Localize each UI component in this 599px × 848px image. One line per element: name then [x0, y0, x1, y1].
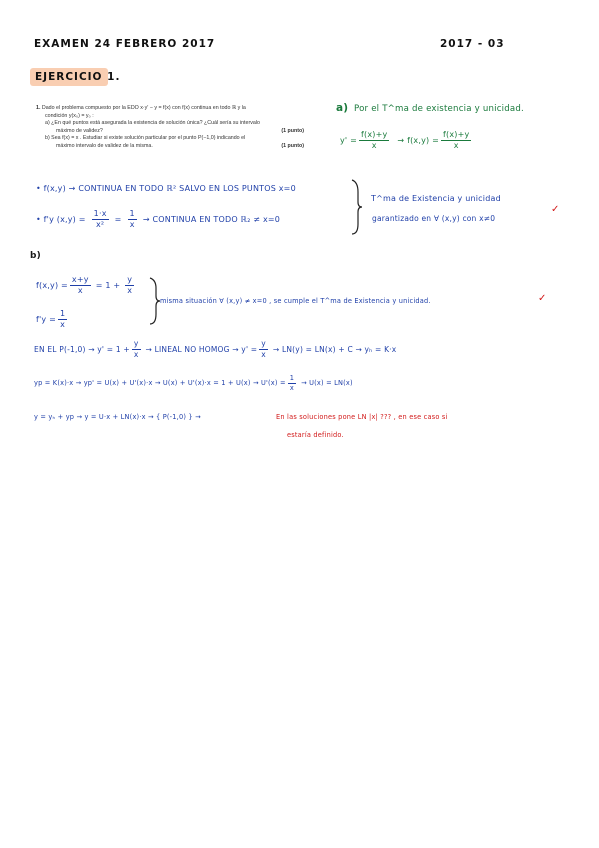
problem-b-points: (1 punto) — [281, 142, 304, 149]
part-a-equation — [340, 131, 473, 150]
bullet2-fraction — [92, 210, 109, 229]
line-p-numerator: y — [133, 339, 139, 348]
part-a-bullet-1: • f(x,y) → CONTINUA EN TODO ℝ² SALVO EN LOS PUNTOS x=0 — [36, 184, 296, 193]
f-fraction-2 — [125, 276, 134, 295]
exercise-label: EJERCICIO 1. — [35, 71, 121, 83]
line-p-1: EN EL P(-1,0) → y' = 1 + — [34, 344, 130, 354]
line-p-denominator-2: x — [261, 349, 266, 359]
part-b-line-yp — [34, 375, 353, 391]
f-denominator-2: x — [127, 286, 133, 295]
eq-fraction — [359, 131, 389, 150]
line-p-3: → LN(y) = LN(x) + C → yₕ = K·x — [272, 344, 397, 354]
line-yp-fraction — [288, 375, 296, 391]
exam-title: EXAMEN 24 FEBRERO 2017 — [34, 38, 216, 50]
part-b-line-y: y = yₕ + yp → y = U·x + LN(x)·x → { P(-1,0) } → — [34, 413, 201, 421]
problem-statement — [36, 105, 306, 150]
eq-numerator: f(x)+y — [360, 130, 388, 139]
part-a-heading: Por el T^ma de existencia y unicidad. — [354, 104, 524, 114]
part-b-label: b) — [30, 251, 41, 261]
problem-b-line1: b) Sea f(x) = x . Estudiar si existe solución particular por el punto P(−1,0) indicando el — [45, 135, 246, 141]
line-p-2: → LINEAL NO HOMOG → y' = — [145, 344, 258, 354]
eq2-fraction — [441, 131, 471, 150]
part-b-fy-equation — [36, 310, 69, 329]
line-p-denominator: x — [133, 349, 139, 359]
eq2-numerator: f(x)+y — [442, 130, 470, 139]
line-yp-1: yp = K(x)·x → yp' = U(x) + U'(x)·x → U(x) + U'(x)·x = 1 + U(x) → U'(x) = — [34, 379, 286, 388]
bullet2-numerator: 1·x — [93, 209, 107, 218]
fy-fraction — [58, 310, 67, 329]
line-yp-denominator: x — [289, 383, 294, 392]
eq-denominator: x — [371, 141, 377, 150]
bullet2-denominator-2: x — [129, 220, 135, 229]
eq-arrow: → f(x,y) = — [397, 136, 439, 145]
part-a-conclusion-2: garantizado en ∀ (x,y) con x≠0 — [372, 214, 496, 223]
fy-numerator: 1 — [60, 309, 66, 318]
line-yp-2: → U(x) = LN(x) — [301, 379, 353, 388]
eq-lhs: y' = — [340, 136, 357, 145]
f-numerator: x+y — [71, 275, 89, 284]
part-b-situation: misma situación ∀ (x,y) ≠ x=0 , se cumple el T^ma de Existencia y unicidad. — [160, 297, 431, 305]
f-numerator-2: y — [127, 275, 133, 284]
fy-lhs: f'y = — [36, 315, 56, 324]
red-comment-2: estaría definido. — [287, 431, 344, 439]
f-fraction — [70, 276, 91, 295]
fy-denominator: x — [60, 320, 66, 329]
part-a-label: a) — [336, 102, 349, 114]
bullet2-fraction-2 — [128, 210, 137, 229]
line-p-fraction-2 — [259, 340, 268, 358]
problem-a-line2: máximo de validez? — [56, 127, 103, 134]
problem-b-line2: máximo intervalo de validez de la misma. — [56, 142, 153, 149]
part-b-f-equation — [36, 276, 136, 295]
part-a-bullet-2 — [36, 210, 280, 229]
problem-a-points: (1 punto) — [281, 127, 304, 134]
f-denominator: x — [77, 286, 83, 295]
bullet2-denominator: x² — [95, 220, 105, 229]
part-b-brace — [148, 276, 160, 326]
red-comment-1: En las soluciones pone LN |x| ??? , en ese caso si — [276, 413, 448, 421]
problem-a-line1: a) ¿En qué puntos está asegurada la existencia de solución única? ¿Cuál sería su intervalo — [45, 120, 260, 126]
bullet2-rest: → CONTINUA EN TODO ℝ₂ ≠ x=0 — [142, 215, 281, 224]
part-a-conclusion-1: T^ma de Existencia y unicidad — [371, 194, 501, 203]
exam-date: 2017 - 03 — [440, 38, 505, 50]
bullet2-numerator-2: 1 — [129, 209, 135, 218]
line-p-numerator-2: y — [261, 339, 266, 348]
bullet2-equals: = — [114, 215, 122, 224]
problem-stem-2: condición y(x₀) = y₀ : — [45, 112, 94, 119]
problem-number: 1. — [36, 105, 41, 111]
part-a-check-mark: ✓ — [551, 204, 560, 215]
part-a-brace — [350, 178, 362, 236]
f-lhs: f(x,y) = — [36, 281, 68, 290]
bullet2-lhs: • f'y (x,y) = — [36, 215, 86, 224]
problem-stem-1: Dado el problema compuesto por la EDO x·y′ − y = f(x) con f(x) continua en todo ℝ y la — [41, 105, 246, 111]
line-yp-numerator: 1 — [289, 374, 295, 382]
part-b-line-point — [34, 340, 396, 358]
line-p-fraction — [132, 340, 141, 358]
f-equals: = 1 + — [95, 281, 121, 290]
part-b-check-mark: ✓ — [538, 293, 547, 304]
eq2-denominator: x — [453, 141, 459, 150]
